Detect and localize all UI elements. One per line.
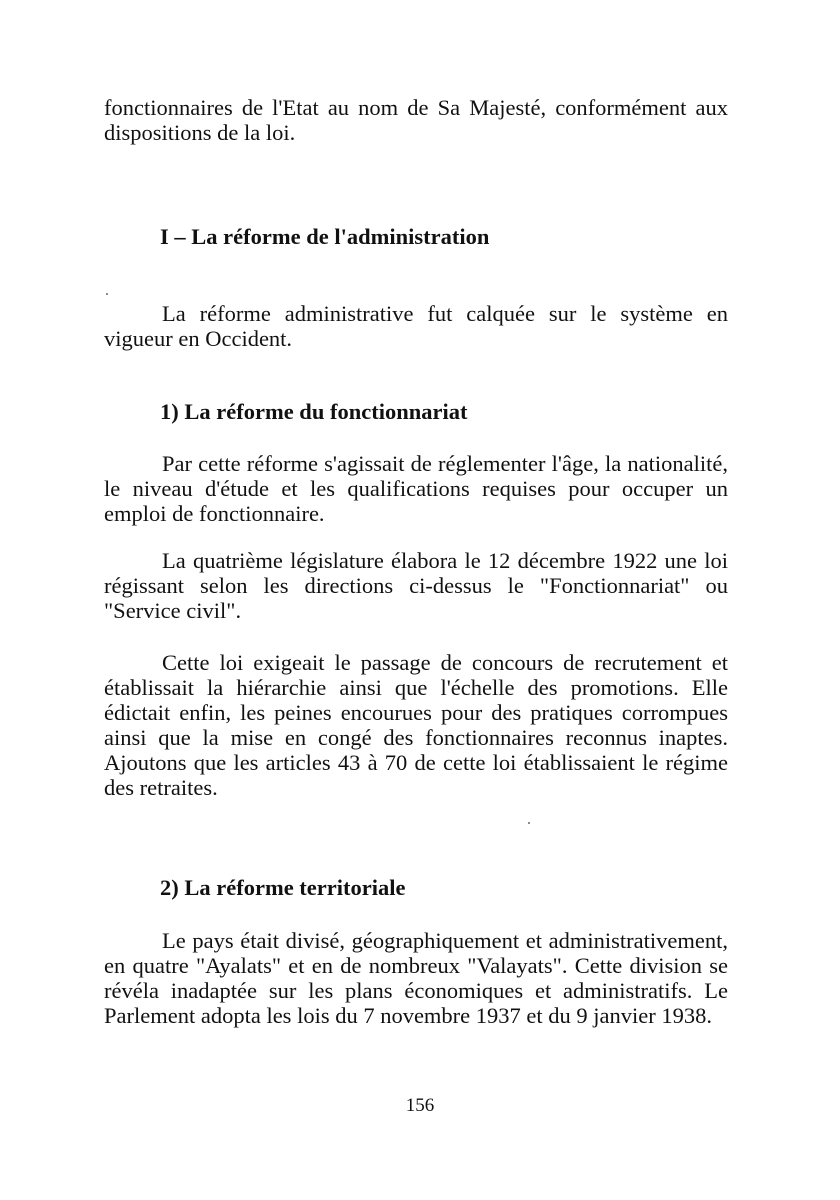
paragraph-intro: fonctionnaires de l'Etat au nom de Sa Majesté, conformément aux dispositions de la loi. (104, 95, 728, 145)
paragraph-territoriale: Le pays était divisé, géographiquement et administrativement, en quatre "Ayalats" et en de nombreux "Valayats". Cette division se révéla inadaptée sur les plans économiques et administratifs. Le Parlement adopta les lois du 7 novembre 1937 et du 9 janvier 1938. (104, 928, 728, 1028)
scan-speck (106, 293, 108, 295)
section-heading-administration: I – La réforme de l'administration (160, 224, 490, 249)
subsection-heading-territoriale: 2) La réforme territoriale (160, 875, 406, 900)
paragraph-concours: Cette loi exigeait le passage de concours de recrutement et établissait la hiérarchie ainsi que l'échelle des promotions. Elle édictait enfin, les peines encourues pour des pratiques corrompues ainsi que la mise en congé des fonctionnaires reconnus inaptes. Ajoutons que les articles 43 à 70 de cette loi établissaient le régime des retraites. (104, 650, 728, 800)
scan-speck (528, 822, 530, 824)
page-number: 156 (405, 1095, 435, 1116)
paragraph-fonctionnariat: Par cette réforme s'agissait de réglementer l'âge, la nationalité, le niveau d'étude et les qualifications requises pour occuper un emploi de fonctionnaire. (104, 451, 728, 526)
paragraph-legislature: La quatrième législature élabora le 12 décembre 1922 une loi régissant selon les directions ci-dessus le "Fonctionnariat" ou "Service civil". (104, 548, 728, 623)
paragraph-reform-intro: La réforme administrative fut calquée sur le système en vigueur en Occident. (104, 301, 728, 351)
subsection-heading-fonctionnariat: 1) La réforme du fonctionnariat (160, 399, 468, 424)
